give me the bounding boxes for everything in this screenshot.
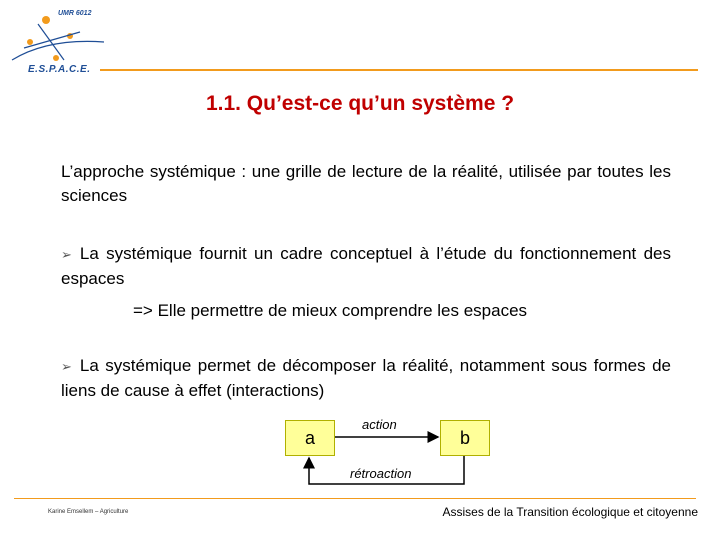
footer-event: Assises de la Transition écologique et citoyenne — [442, 505, 698, 519]
node-b-label: b — [459, 427, 470, 448]
node-b — [440, 420, 490, 456]
slide-title: 1.1. Qu’est-ce qu’un système ? — [205, 92, 515, 115]
arrow-bullet-icon: ➢ — [61, 247, 72, 262]
bullet-2-text: La systémique permet de décomposer la réalité, notamment sous formes de liens de cause à effet (interactions) — [61, 356, 671, 400]
intro-paragraph: L’approche systémique : une grille de lecture de la réalité, utilisée par toutes les sciences — [61, 162, 671, 205]
edge-action-label: action — [362, 417, 397, 432]
node-a-label: a — [304, 427, 315, 448]
node-a — [285, 420, 335, 456]
footer-divider — [14, 498, 696, 499]
arrow-bullet-icon: ➢ — [61, 359, 72, 374]
footer-author: Karine Emsellem – Agriculture — [48, 509, 129, 515]
edge-feedback-label: rétroaction — [350, 466, 412, 481]
logo-name-text: E.S.P.A.C.E. — [28, 64, 91, 75]
bullet-1-conclusion: => Elle permettre de mieux comprendre les espaces — [133, 301, 528, 320]
logo-umr-text: UMR 6012 — [58, 10, 92, 17]
bullet-1-text: La systémique fournit un cadre conceptuel à l’étude du fonctionnement des espaces — [61, 244, 671, 288]
